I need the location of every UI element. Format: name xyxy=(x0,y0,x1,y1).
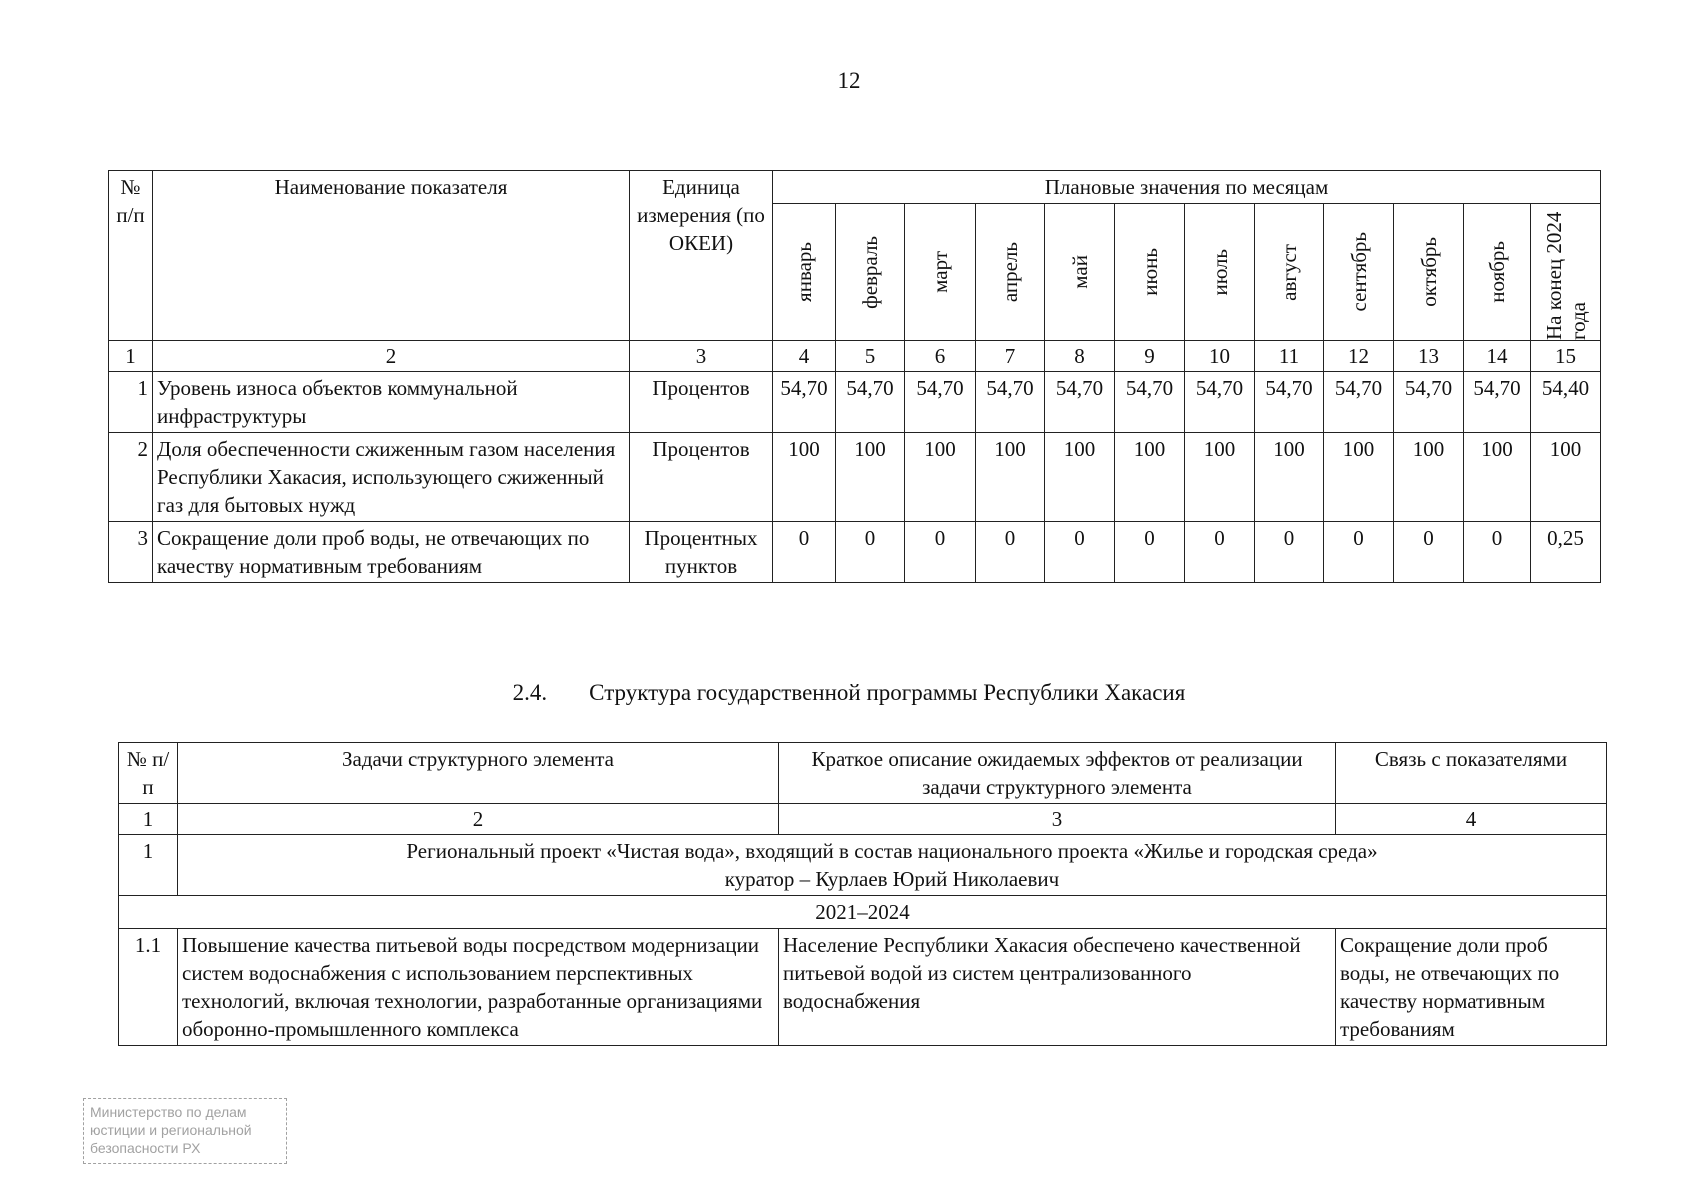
structure-header-num: № п/п xyxy=(119,743,178,804)
header-num: № п/п xyxy=(109,171,153,341)
month-header xyxy=(1394,204,1464,341)
indicator-value: 100 xyxy=(976,433,1045,522)
column-number: 11 xyxy=(1255,341,1324,372)
indicator-name: Доля обеспеченности сжиженным газом населения Республики Хакасия, использующего сжиженный газ для бытовых нужд xyxy=(153,433,630,522)
indicator-value: 0 xyxy=(1185,522,1255,583)
indicator-value: 100 xyxy=(1394,433,1464,522)
structure-table xyxy=(118,742,1607,1046)
indicator-value: 54,70 xyxy=(1045,372,1115,433)
month-label: июнь xyxy=(1137,248,1162,296)
month-label: На конец 2024 года xyxy=(1541,211,1590,340)
structure-header-tasks: Задачи структурного элемента xyxy=(178,743,779,804)
indicator-unit: Процентов xyxy=(630,372,773,433)
indicator-value: 54,70 xyxy=(1464,372,1531,433)
task-row xyxy=(119,929,1607,1046)
column-number: 14 xyxy=(1464,341,1531,372)
indicator-value: 100 xyxy=(773,433,836,522)
column-number: 4 xyxy=(773,341,836,372)
indicator-value: 0 xyxy=(1464,522,1531,583)
column-number: 2 xyxy=(153,341,630,372)
indicator-unit: Процентов xyxy=(630,433,773,522)
month-label: январь xyxy=(792,242,816,302)
structure-column-number: 3 xyxy=(779,804,1336,835)
indicator-value: 0,25 xyxy=(1531,522,1601,583)
month-label: октябрь xyxy=(1416,237,1441,307)
month-header xyxy=(1185,204,1255,341)
indicator-value: 54,70 xyxy=(905,372,976,433)
page-number: 12 xyxy=(837,68,861,93)
indicator-value: 100 xyxy=(1045,433,1115,522)
section-title xyxy=(0,680,1698,706)
indicator-value: 0 xyxy=(773,522,836,583)
indicator-value: 100 xyxy=(1324,433,1394,522)
task-effect: Население Республики Хакасия обеспечено качественной питьевой водой из систем централизованного водоснабжения xyxy=(779,929,1336,1046)
month-header xyxy=(773,204,836,341)
stamp-line: юстиции и региональной xyxy=(90,1122,252,1138)
indicator-name: Уровень износа объектов коммунальной инфраструктуры xyxy=(153,372,630,433)
stamp-line: Министерство по делам xyxy=(90,1104,247,1120)
month-header xyxy=(905,204,976,341)
section-number: 2.4. xyxy=(512,680,548,705)
project-num: 1 xyxy=(119,835,178,896)
column-number: 13 xyxy=(1394,341,1464,372)
month-header xyxy=(1115,204,1185,341)
indicator-value: 54,70 xyxy=(836,372,905,433)
indicator-value: 54,70 xyxy=(1255,372,1324,433)
column-number: 9 xyxy=(1115,341,1185,372)
indicator-value: 54,40 xyxy=(1531,372,1601,433)
header-unit: Единица измерения (по ОКЕИ) xyxy=(630,171,773,341)
structure-column-number: 4 xyxy=(1336,804,1607,835)
project-title: Региональный проект «Чистая вода», входящий в состав национального проекта «Жилье и городская среда» xyxy=(406,839,1378,863)
indicator-value: 100 xyxy=(1531,433,1601,522)
indicators-table xyxy=(108,170,1601,583)
task-indicator-link: Сокращение доли проб воды, не отвечающих по качеству нормативным требованиям xyxy=(1336,929,1607,1046)
indicator-num: 2 xyxy=(109,433,153,522)
indicator-value: 54,70 xyxy=(1324,372,1394,433)
indicator-value: 0 xyxy=(1255,522,1324,583)
project-row xyxy=(119,835,1607,896)
structure-header-link: Связь с показателями xyxy=(1336,743,1607,804)
indicator-value: 100 xyxy=(1255,433,1324,522)
indicator-row xyxy=(109,433,1601,522)
indicator-value: 0 xyxy=(1394,522,1464,583)
indicator-value: 0 xyxy=(976,522,1045,583)
indicator-value: 0 xyxy=(836,522,905,583)
month-label: май xyxy=(1067,255,1092,289)
column-number: 3 xyxy=(630,341,773,372)
column-number: 12 xyxy=(1324,341,1394,372)
project-curator: куратор – Курлаев Юрий Николаевич xyxy=(724,867,1060,891)
ministry-stamp xyxy=(83,1098,287,1164)
column-number: 7 xyxy=(976,341,1045,372)
month-label: март xyxy=(928,251,952,293)
month-label: июль xyxy=(1207,248,1232,296)
indicator-value: 0 xyxy=(1115,522,1185,583)
indicator-value: 100 xyxy=(1185,433,1255,522)
section-title-text: Структура государственной программы Республики Хакасия xyxy=(589,680,1186,705)
indicator-value: 54,70 xyxy=(976,372,1045,433)
indicator-row xyxy=(109,372,1601,433)
indicator-value: 100 xyxy=(905,433,976,522)
indicator-row xyxy=(109,522,1601,583)
column-number: 15 xyxy=(1531,341,1601,372)
indicator-name: Сокращение доли проб воды, не отвечающих по качеству нормативным требованиям xyxy=(153,522,630,583)
indicator-num: 1 xyxy=(109,372,153,433)
month-label: сентябрь xyxy=(1346,232,1371,312)
month-header xyxy=(1324,204,1394,341)
column-number: 1 xyxy=(109,341,153,372)
indicator-value: 54,70 xyxy=(773,372,836,433)
month-label: август xyxy=(1277,243,1301,301)
indicator-value: 100 xyxy=(1464,433,1531,522)
column-number: 10 xyxy=(1185,341,1255,372)
indicator-value: 0 xyxy=(1324,522,1394,583)
structure-header-effects: Краткое описание ожидаемых эффектов от реализации задачи структурного элемента xyxy=(779,743,1336,804)
month-header xyxy=(976,204,1045,341)
indicator-value: 54,70 xyxy=(1185,372,1255,433)
month-header xyxy=(1045,204,1115,341)
month-label: апрель xyxy=(998,241,1022,303)
column-number: 8 xyxy=(1045,341,1115,372)
indicator-value: 54,70 xyxy=(1115,372,1185,433)
period-cell: 2021–2024 xyxy=(119,896,1607,929)
month-label: ноябрь xyxy=(1485,241,1509,303)
month-header xyxy=(1464,204,1531,341)
indicator-value: 100 xyxy=(1115,433,1185,522)
month-header xyxy=(836,204,905,341)
indicator-unit: Процентных пунктов xyxy=(630,522,773,583)
task-num: 1.1 xyxy=(119,929,178,1046)
indicator-value: 0 xyxy=(905,522,976,583)
header-name: Наименование показателя xyxy=(153,171,630,341)
indicator-value: 100 xyxy=(836,433,905,522)
structure-column-numbers-row xyxy=(119,804,1607,835)
column-number: 5 xyxy=(836,341,905,372)
column-number: 6 xyxy=(905,341,976,372)
structure-column-number: 2 xyxy=(178,804,779,835)
month-header xyxy=(1255,204,1324,341)
column-numbers-row xyxy=(109,341,1601,372)
indicator-value: 54,70 xyxy=(1394,372,1464,433)
stamp-line: безопасности РХ xyxy=(90,1140,201,1156)
task-description: Повышение качества питьевой воды посредством модернизации систем водоснабжения с использованием перспективных технологий, включая технологии, разработанные организациями оборонно-промышленного комплекса xyxy=(178,929,779,1046)
period-row xyxy=(119,896,1607,929)
project-cell xyxy=(178,835,1607,896)
indicator-num: 3 xyxy=(109,522,153,583)
header-monthly: Плановые значения по месяцам xyxy=(773,171,1601,204)
structure-column-number: 1 xyxy=(119,804,178,835)
month-label: февраль xyxy=(858,235,882,309)
month-header xyxy=(1531,204,1601,341)
indicator-value: 0 xyxy=(1045,522,1115,583)
